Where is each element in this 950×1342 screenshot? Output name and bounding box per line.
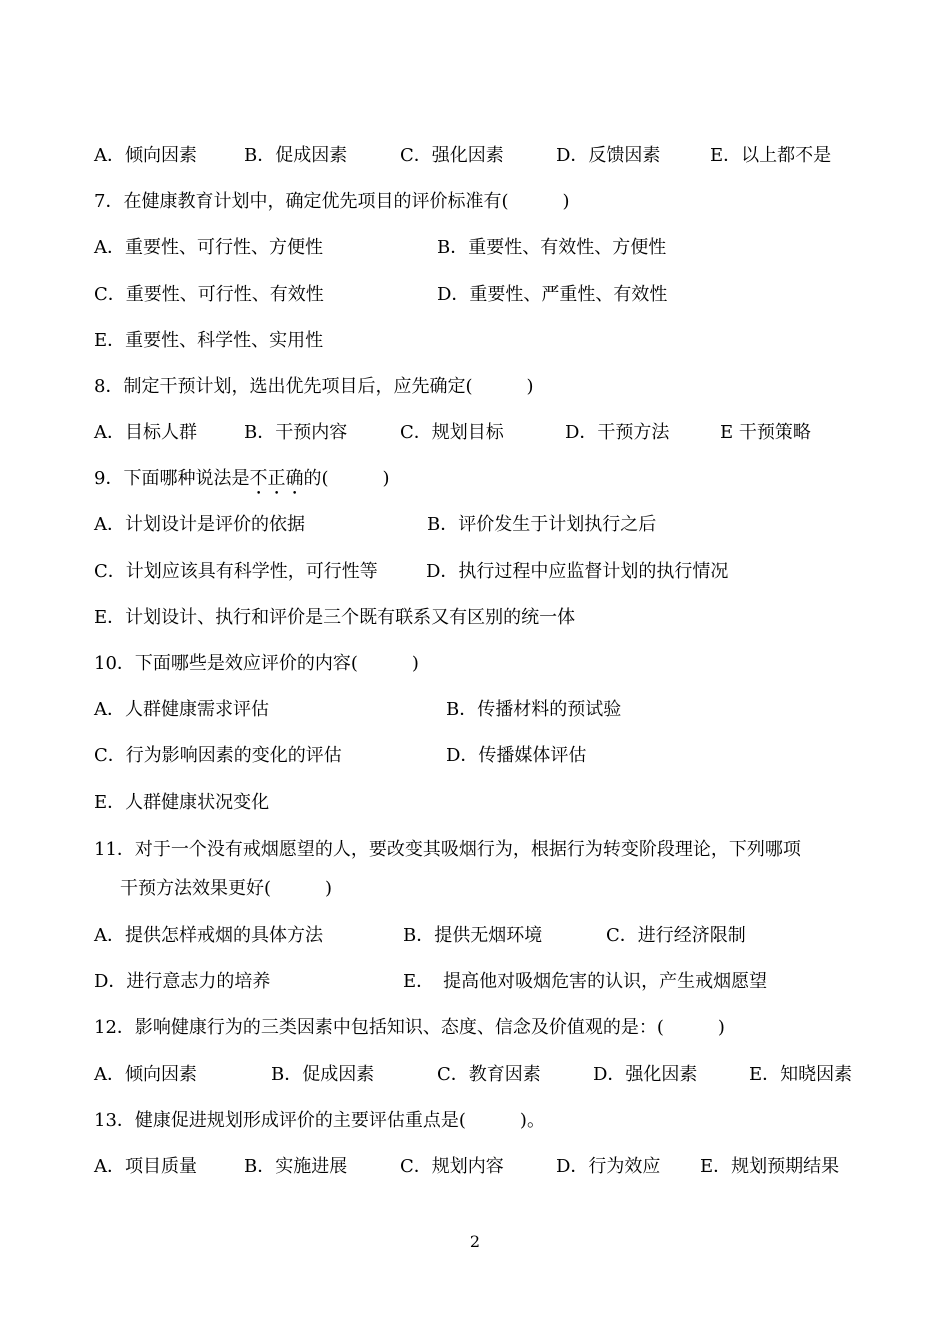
q12-stem: 12．影响健康行为的三类因素中包括知识、态度、信念及价值观的是：( ) [94, 1017, 725, 1038]
q9-stem-post: 的( ) [303, 468, 390, 489]
q10-option-d: D．传播媒体评估 [446, 745, 587, 766]
q6-option-a: A．倾向因素 [94, 145, 197, 166]
q12-option-d: D．强化因素 [593, 1064, 698, 1085]
q10-stem: 10．下面哪些是效应评价的内容( ) [94, 653, 419, 674]
q7-option-e: E．重要性、科学性、实用性 [94, 330, 324, 351]
q6-option-b: B．促成因素 [244, 145, 348, 166]
q9-stem-pre: 9．下面哪种说法是 [94, 468, 250, 489]
page-number: 2 [469, 1232, 481, 1251]
q13-option-b: B．实施进展 [244, 1156, 348, 1177]
q8-option-a: A．目标人群 [94, 422, 197, 443]
q11-option-a: A．提供怎样戒烟的具体方法 [94, 925, 323, 946]
q12-option-e: E．知晓因素 [749, 1064, 853, 1085]
q11-option-e: E． 提高他对吸烟危害的认识，产生戒烟愿望 [403, 971, 768, 992]
q8-option-c: C．规划目标 [400, 422, 504, 443]
q12-option-a: A．倾向因素 [94, 1064, 197, 1085]
q10-option-e: E．人群健康状况变化 [94, 792, 270, 813]
q13-option-c: C．规划内容 [400, 1156, 504, 1177]
q7-option-c: C．重要性、可行性、有效性 [94, 284, 324, 305]
q7-option-d: D．重要性、严重性、有效性 [437, 284, 668, 305]
q8-option-d: D．干预方法 [565, 422, 670, 443]
q11-stem-line1: 11．对于一个没有戒烟愿望的人，要改变其吸烟行为，根据行为转变阶段理论，下列哪项 [94, 839, 801, 860]
q10-option-a: A．人群健康需求评估 [94, 699, 269, 720]
q8-option-e: E 干预策略 [720, 422, 811, 443]
q6-option-c: C．强化因素 [400, 145, 504, 166]
q13-stem: 13．健康促进规划形成评价的主要评估重点是( )。 [94, 1110, 545, 1131]
q9-option-e: E．计划设计、执行和评价是三个既有联系又有区别的统一体 [94, 607, 576, 628]
q9-stem-emphasis: 不正确 [249, 468, 304, 489]
q9-stem [94, 467, 390, 499]
q11-option-b: B．提供无烟环境 [403, 925, 543, 946]
q9-option-b: B．评价发生于计划执行之后 [427, 514, 657, 535]
q12-option-c: C．教育因素 [437, 1064, 541, 1085]
q9-option-c: C．计划应该具有科学性，可行性等 [94, 561, 378, 582]
q7-option-b: B．重要性、有效性、方便性 [437, 237, 667, 258]
q8-option-b: B．干预内容 [244, 422, 348, 443]
q12-option-b: B．促成因素 [271, 1064, 375, 1085]
q7-option-a: A．重要性、可行性、方便性 [94, 237, 323, 258]
q13-option-a: A．项目质量 [94, 1156, 197, 1177]
q6-option-d: D．反馈因素 [556, 145, 661, 166]
q11-option-c: C．进行经济限制 [606, 925, 746, 946]
q9-option-a: A．计划设计是评价的依据 [94, 514, 305, 535]
q9-option-d: D．执行过程中应监督计划的执行情况 [426, 561, 729, 582]
q11-option-d: D．进行意志力的培养 [94, 971, 271, 992]
q8-stem: 8．制定干预计划，选出优先项目后，应先确定( ) [94, 376, 534, 397]
q13-option-e: E．规划预期结果 [700, 1156, 840, 1177]
q13-option-d: D．行为效应 [556, 1156, 661, 1177]
q11-stem-line2: 干预方法效果更好( ) [120, 878, 333, 899]
q10-option-c: C．行为影响因素的变化的评估 [94, 745, 342, 766]
q10-option-b: B．传播材料的预试验 [446, 699, 622, 720]
q7-stem: 7．在健康教育计划中，确定优先项目的评价标准有( ) [94, 191, 570, 212]
q6-option-e: E．以上都不是 [710, 145, 832, 166]
